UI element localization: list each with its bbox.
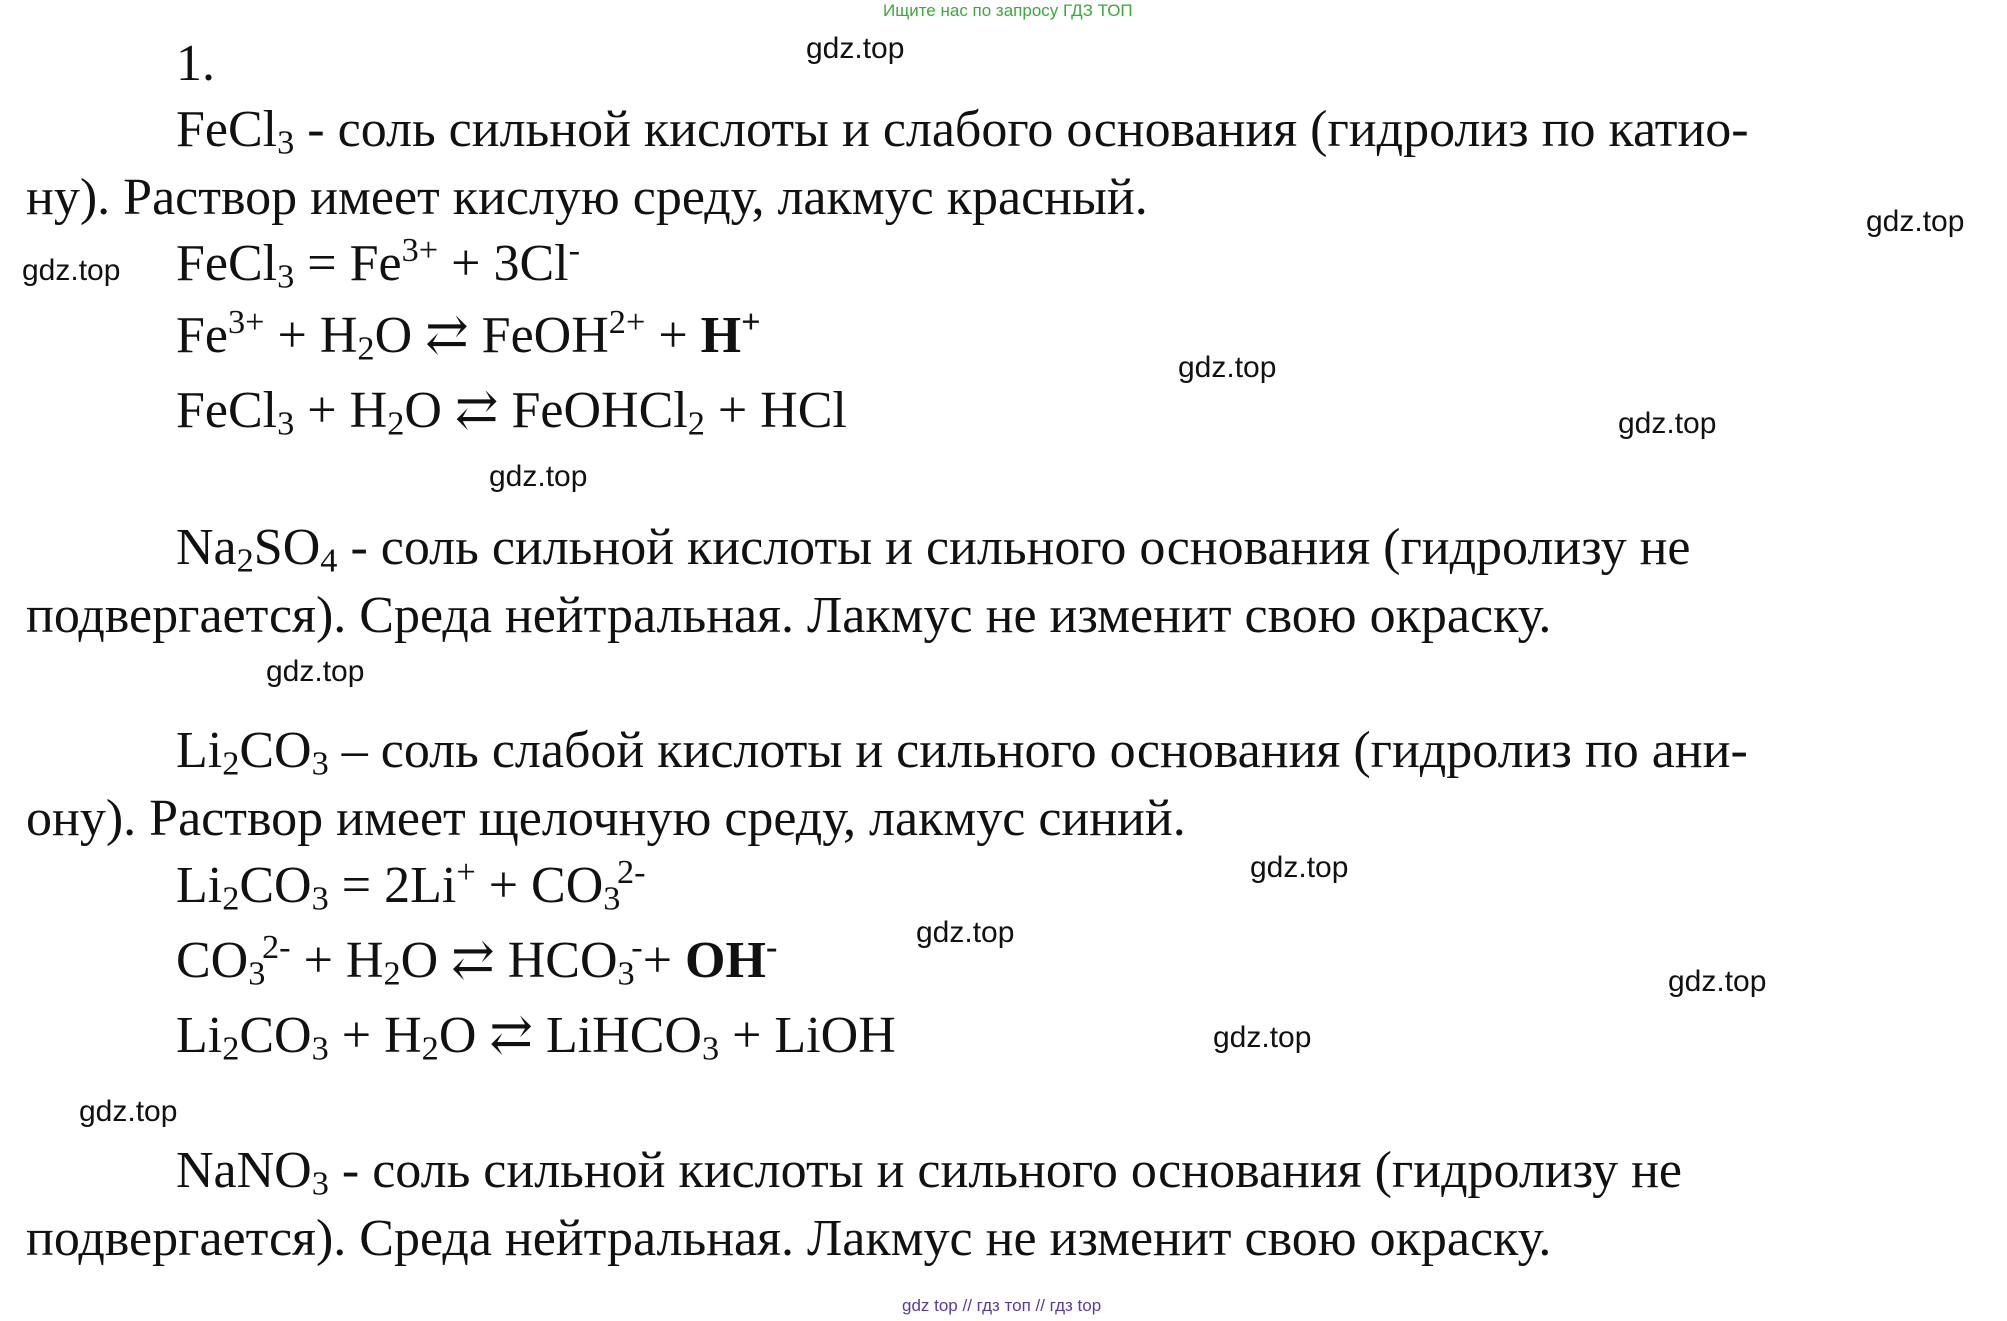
watermark: gdz.top	[1668, 965, 1767, 998]
fecl3-molecular-hydrolysis-equation: FeCl$_3$ + $H_2O$ ⇄ FeOHCl$_2$ + HCl	[176, 382, 847, 443]
footer-links: gdz top // гдз топ // гдз top	[902, 1296, 1102, 1315]
watermark: gdz.top	[489, 460, 588, 493]
fecl3-dissociation-equation: FeCl$_3$ = $Fe^{3+} + 3Cl^-$	[176, 231, 581, 296]
li2co3-paragraph-line1: $Li_2CO_3$ – соль слабой кислоты и сильного основания (гидролиз по ани-	[176, 722, 1748, 783]
watermark: gdz.top	[1250, 851, 1349, 884]
li2co3-ionic-hydrolysis-equation: $CO_3^{2-} + H_2O$ ⇄ $HCO_3^-+ OH^-$	[176, 928, 778, 993]
watermark: gdz.top	[1866, 205, 1965, 238]
watermark: gdz.top	[1213, 1021, 1312, 1054]
na2so4-paragraph-line2: подвергается). Среда нейтральная. Лакмус не изменит свою окраску.	[26, 587, 1552, 644]
watermark: gdz.top	[1178, 351, 1277, 384]
watermark: gdz.top	[79, 1095, 178, 1128]
fecl3-paragraph-line1: FeCl$_3$ - соль сильной кислоты и слабого основания (гидролиз по катио-	[176, 101, 1749, 162]
li2co3-molecular-hydrolysis-equation: $Li_2CO_3 + H_2O$ ⇄ LiHCO$_3$ + LiOH	[176, 1007, 896, 1068]
li2co3-dissociation-equation: $Li_2CO_3 = 2Li^+ + CO_3^{2-}$	[176, 853, 646, 918]
watermark: gdz.top	[806, 32, 905, 65]
fecl3-ionic-hydrolysis-equation: $Fe^{3+} + H_2O$ ⇄ FeOH$^{2+}$ + H+	[176, 303, 761, 368]
top-note: Ищите нас по запросу ГДЗ ТОП	[883, 1, 1133, 20]
fecl3-formula: FeCl$_3$	[176, 101, 295, 162]
nano3-paragraph-line2: подвергается). Среда нейтральная. Лакмус не изменит свою окраску.	[26, 1210, 1552, 1267]
watermark: gdz.top	[22, 254, 121, 287]
fecl3-paragraph-line2: ну). Раствор имеет кислую среду, лакмус красный.	[26, 169, 1148, 226]
na2so4-paragraph-line1: $Na_2SO_4$ - соль сильной кислоты и сильного основания (гидролизу не	[176, 519, 1691, 580]
nano3-paragraph-line1: NaNO$_3$ - соль сильной кислоты и сильного основания (гидролизу не	[176, 1142, 1682, 1203]
watermark: gdz.top	[916, 916, 1015, 949]
li2co3-paragraph-line2: ону). Раствор имеет щелочную среду, лакмус синий.	[26, 790, 1186, 847]
watermark: gdz.top	[266, 655, 365, 688]
task-number: 1.	[176, 35, 215, 92]
watermark: gdz.top	[1618, 407, 1717, 440]
